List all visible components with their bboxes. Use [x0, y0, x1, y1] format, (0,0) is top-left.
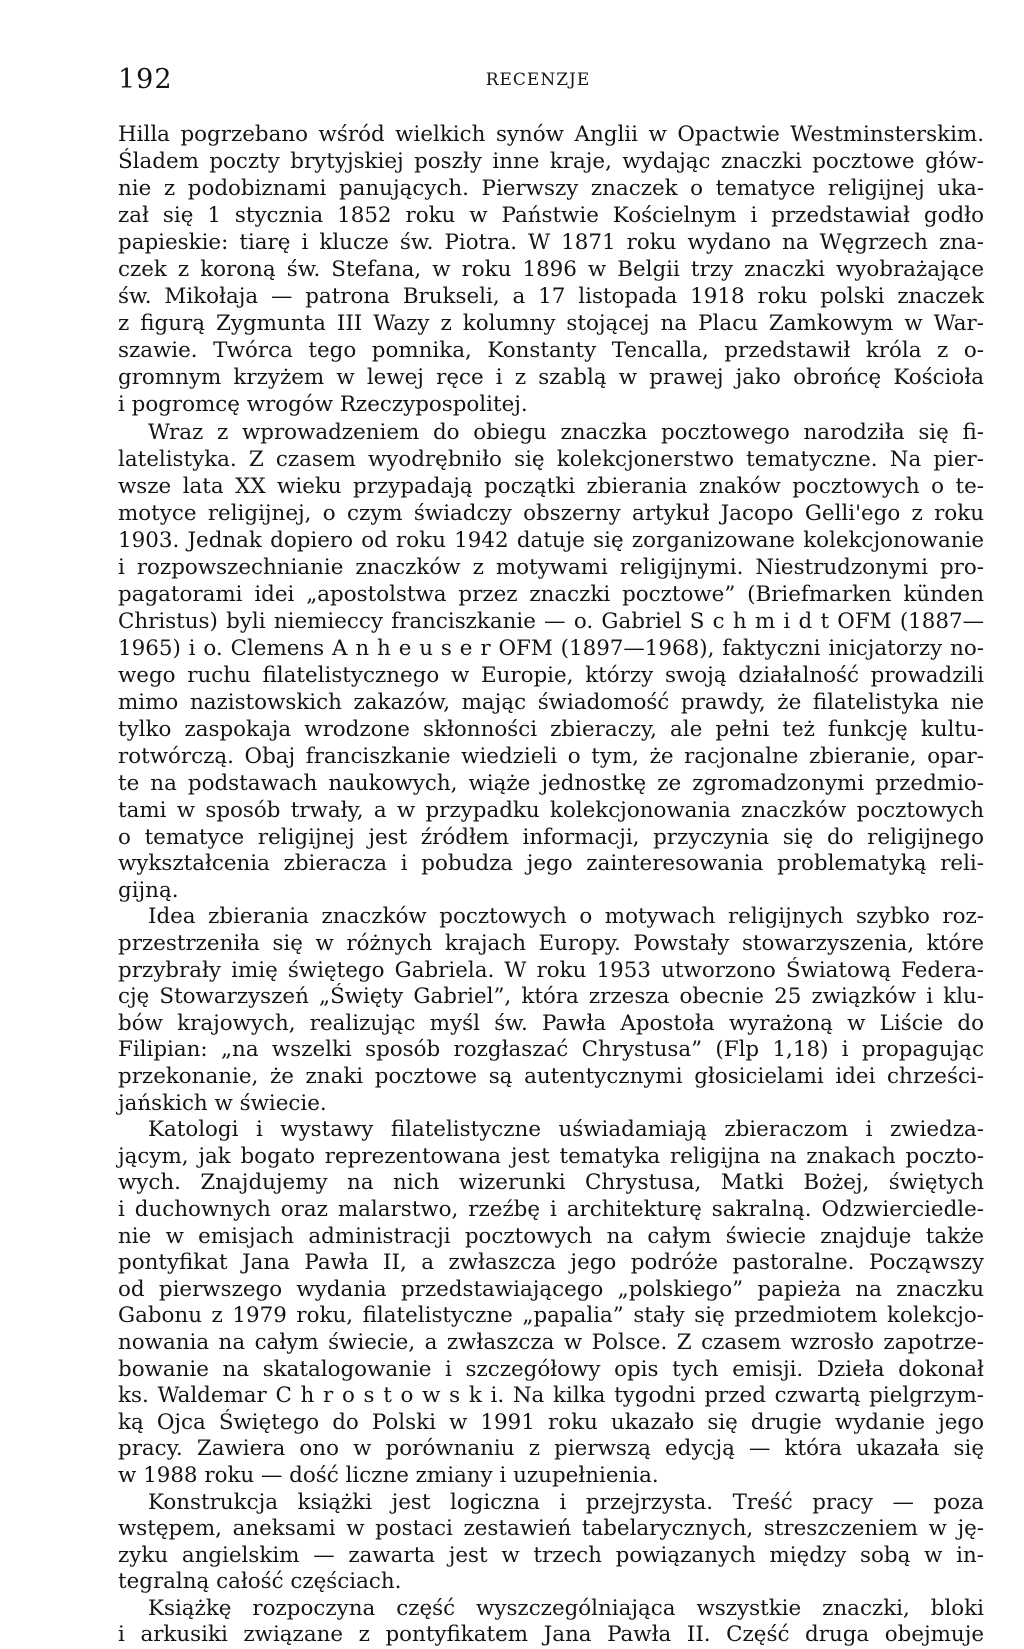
text-line: wykształcenia zbieracza i pobudza jego zainteresowania problematyką reli- — [118, 851, 984, 877]
text-line: papieskie: tiarę i klucze św. Piotra. W 1871 roku wydano na Węgrzech zna- — [118, 230, 984, 256]
text-line: jańskich w świecie. — [118, 1090, 327, 1116]
text-line: tegralną całość częściach. — [118, 1569, 402, 1595]
text-line: z figurą Zygmunta III Wazy z kolumny stojącej na Placu Zamkowym w War- — [118, 311, 984, 337]
text-line: gijną. — [118, 877, 179, 903]
text-line: ką Ojca Świętego do Polski w 1991 roku ukazało się drugie wydanie jego — [118, 1409, 984, 1435]
text-line: i arkusiki związane z pontyfikatem Jana Pawła II. Część druga obejmuje — [118, 1622, 984, 1648]
text-line: wych. Znajdujemy na nich wizerunki Chrystusa, Matki Bożej, świętych — [118, 1170, 984, 1196]
text-line: Gabonu z 1979 roku, filatelistyczne „papalia” stały się przedmiotem kolekcjo- — [118, 1303, 984, 1329]
text-line: pagatorami idei „apostolstwa przez znaczki pocztowe” (Briefmarken künden — [118, 581, 984, 607]
text-line: Christus) byli niemieccy franciszkanie — o. Gabriel S c h m i d t OFM (1887— — [118, 608, 984, 634]
text-line: latelistyka. Z czasem wyodrębniło się kolekcjonerstwo tematyczne. Na pier- — [118, 446, 984, 472]
text-line: Filipian: „na wszelki sposób rozgłaszać Chrystusa” (Flp 1,18) i propagując — [118, 1037, 984, 1063]
text-line: 1965) i o. Clemens A n h e u s e r OFM (1897—1968), faktyczni inicjatorzy no- — [118, 635, 984, 661]
text-line: w 1988 roku — dość liczne zmiany i uzupełnienia. — [118, 1462, 659, 1488]
text-line: pracy. Zawiera ono w porównaniu z pierwszą edycją — która ukazała się — [118, 1436, 984, 1462]
page-header — [118, 64, 1024, 96]
text-line: ks. Waldemar C h r o s t o w s k i. Na kilka tygodni przed czwartą pielgrzym- — [118, 1383, 984, 1409]
text-line: przybrały imię świętego Gabriela. W roku 1953 utworzono Światową Federa- — [118, 957, 984, 983]
text-line: Konstrukcja książki jest logiczna i przejrzysta. Treść pracy — poza — [148, 1489, 984, 1515]
running-head: RECENZJE — [485, 70, 591, 90]
text-line: 1903. Jednak dopiero od roku 1942 datuje się zorganizowane kolekcjonowanie — [118, 527, 984, 553]
text-line: nie w emisjach administracji pocztowych na całym świecie znajduje także — [118, 1223, 984, 1249]
text-line: przekonanie, że znaki pocztowe są autentycznymi głosicielami idei chrześci- — [118, 1064, 984, 1090]
text-line: gromnym krzyżem w lewej ręce i z szablą w prawej jako obrońcę Kościoła — [118, 365, 984, 391]
text-line: nowania na całym świecie, a zwłaszcza w Polsce. Z czasem wzrosło zapotrze- — [118, 1329, 984, 1355]
text-line: wego ruchu filatelistycznego w Europie, którzy swoją działalność prowadzili — [118, 662, 984, 688]
text-line: czek z koroną św. Stefana, w roku 1896 w Belgii trzy znaczki wyobrażające — [118, 257, 984, 283]
body-text — [118, 121, 984, 1649]
text-line: Katologi i wystawy filatelistyczne uświadamiają zbieraczom i zwiedza- — [148, 1117, 984, 1143]
text-line: Hilla pogrzebano wśród wielkich synów Anglii w Opactwie Westminsterskim. — [118, 122, 984, 147]
text-line: cję Stowarzyszeń „Święty Gabriel”, która zrzesza obecnie 25 związków i klu- — [118, 984, 984, 1010]
text-line: Idea zbierania znaczków pocztowych o motywach religijnych szybko roz- — [148, 904, 984, 930]
text-line: motyce religijnej, o czym świadczy obszerny artykuł Jacopo Gelli'ego z roku — [118, 500, 984, 526]
text-line: przestrzeniła się w różnych krajach Europy. Powstały stowarzyszenia, które — [118, 931, 984, 957]
page-number: 192 — [118, 64, 173, 95]
text-line: jącym, jak bogato reprezentowana jest tematyka religijna na znakach poczto- — [118, 1143, 984, 1169]
text-line: tylko zaspokaja wrodzone skłonności zbieraczy, ale pełni też funkcję kultu- — [118, 717, 984, 743]
text-line: pontyfikat Jana Pawła II, a zwłaszcza jego podróże pastoralne. Począwszy — [118, 1250, 984, 1276]
text-line: wstępem, aneksami w postaci zestawień tabelarycznych, streszczeniem w ję- — [118, 1516, 984, 1542]
text-line: o tematyce religijnej jest źródłem informacji, przyczynia się do religijnego — [118, 825, 984, 851]
text-line: wsze lata XX wieku przypadają początki zbierania znaków pocztowych o te- — [118, 473, 984, 499]
text-line: rotwórczą. Obaj franciszkanie wiedzieli o tym, że racjonalne zbieranie, opar- — [118, 744, 984, 770]
text-line: nie z podobiznami panujących. Pierwszy znaczek o tematyce religijnej uka- — [118, 176, 984, 202]
text-line: bowanie na skatalogowanie i szczegółowy opis tych emisji. Dzieła dokonał — [118, 1356, 984, 1382]
text-line: zał się 1 stycznia 1852 roku w Państwie Kościelnym i przedstawiał godło — [118, 203, 984, 229]
text-line: tami w sposób trwały, a w przypadku kolekcjonowania znaczków pocztowych — [118, 798, 984, 824]
text-line: i rozpowszechnianie znaczków z motywami religijnymi. Niestrudzonymi pro- — [118, 554, 984, 580]
text-line: mimo nazistowskich zakazów, mając świadomość prawdy, że filatelistyka nie — [118, 689, 984, 715]
text-line: od pierwszego wydania przedstawiającego „polskiego” papieża na znaczku — [118, 1276, 984, 1302]
text-line: i pogromcę wrogów Rzeczypospolitej. — [118, 392, 528, 418]
text-line: szawie. Twórca tego pomnika, Konstanty Tencalla, przedstawił króla z o- — [118, 338, 984, 364]
text-line: zyku angielskim — zawarta jest w trzech powiązanych między sobą w in- — [118, 1542, 984, 1568]
text-line: te na podstawach naukowych, wiąże jednostkę ze zgromadzonymi przedmio- — [118, 771, 984, 797]
text-line: Śladem poczty brytyjskiej poszły inne kraje, wydając znaczki pocztowe głów- — [118, 149, 984, 175]
text-line: Wraz z wprowadzeniem do obiegu znaczka pocztowego narodziła się fi- — [148, 419, 984, 445]
text-line: bów krajowych, realizując myśl św. Pawła Apostoła wyrażoną w Liście do — [118, 1010, 984, 1036]
text-line: Książkę rozpoczyna część wyszczególniająca wszystkie znaczki, bloki — [148, 1595, 984, 1621]
text-line: i duchownych oraz malarstwo, rzeźbę i architekturę sakralną. Odzwierciedle- — [118, 1196, 984, 1222]
text-line: św. Mikołaja — patrona Brukseli, a 17 listopada 1918 roku polski znaczek — [118, 284, 984, 310]
